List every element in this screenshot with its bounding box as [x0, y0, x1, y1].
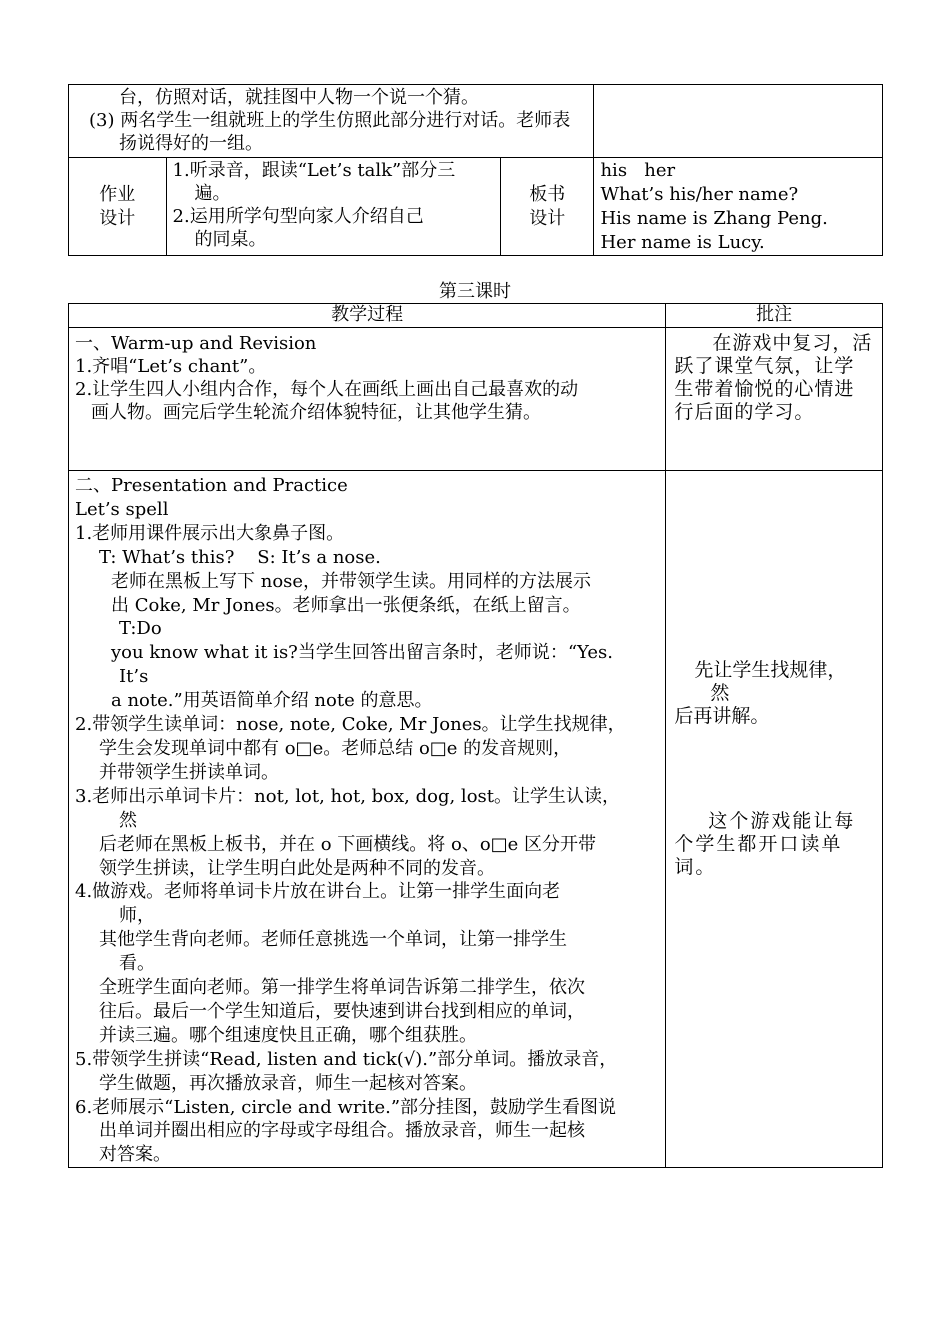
step-line: 3.老师出示单词卡片：not, lot, hot, box, dog, lost。让学生认读， [75, 785, 620, 807]
activity-line: 台，仿照对话，就挂图中人物一个说一个猜。 [119, 87, 479, 108]
step-line: 4.做游戏。老师将单词卡片放在讲台上。让第一排学生面向老 [75, 881, 561, 903]
board-label-cell [501, 158, 594, 256]
step-line: 并读三遍。哪个组速度快且正确，哪个组获胜。 [99, 1024, 477, 1046]
step-line: 学生会发现单词中都有 o□e。老师总结 o□e 的发音规则， [99, 737, 572, 759]
warmup-cell [69, 328, 666, 471]
board-line: What’s his/her name? [600, 184, 799, 205]
homework-item: 遍。 [194, 183, 231, 204]
warmup-heading: 一、Warm-up and Revision [75, 333, 317, 354]
step-line: 然 [119, 809, 137, 831]
rule-note-line: 然 [710, 682, 730, 704]
step-line: you know what it is?当学生回答出留言条时，老师说：“Yes. [111, 642, 613, 664]
dialogue-line: T: What’s this? S: It’s a nose. [99, 546, 381, 568]
header-notes: 批注 [666, 304, 883, 328]
presentation-row [69, 471, 883, 1168]
board-design-cell [594, 158, 883, 256]
lesson-title: 第三课时 [439, 281, 511, 302]
presentation-cell [69, 471, 666, 1168]
board-label: 设计 [529, 207, 566, 229]
warmup-note: 在游戏中复习，活跃了课堂气氛，让学生带着愉悦的心情进行后面的学习。 [666, 328, 883, 471]
board-line: His name is Zhang Peng. [600, 208, 828, 229]
step-line: 并带领学生拼读单词。 [99, 761, 279, 783]
presentation-notes-cell [666, 471, 883, 1168]
board-line: Her name is Lucy. [600, 232, 765, 253]
rule-note-line: 后再讲解。 [674, 705, 770, 727]
homework-label: 设计 [99, 207, 136, 229]
step-line: T:Do [119, 618, 162, 640]
step-line: It’s [119, 666, 149, 688]
step-line: 师， [119, 905, 155, 927]
step-line: 其他学生背向老师。老师任意挑选一个单词，让第一排学生 [99, 929, 567, 951]
header-process: 教学过程 [69, 304, 666, 328]
step-line: 全班学生面向老师。第一排学生将单词告诉第二排学生，依次 [99, 977, 585, 999]
step-line: 5.带领学生拼读“Read, listen and tick(√).”部分单词。播放录音， [75, 1048, 618, 1070]
step-line: 往后。最后一个学生知道后，要快速到讲台找到相应的单词， [99, 1000, 585, 1022]
table-header-row [69, 304, 883, 328]
homework-label-cell [69, 158, 167, 256]
step-line: 出单词并圈出相应的字母或字母组合。播放录音，师生一起核 [99, 1120, 585, 1142]
step-line: 看。 [119, 953, 155, 975]
homework-row [69, 158, 883, 256]
step-line: 对答案。 [99, 1144, 171, 1166]
activity-line: (3) 两名学生一组就班上的学生仿照此部分进行对话。老师表 [89, 110, 571, 131]
step-line: 2.带领学生读单词：nose, note, Coke, Mr Jones。让学生找规律， [75, 714, 626, 736]
presentation-heading: 二、Presentation and Practice [75, 475, 348, 496]
activity-row [69, 85, 883, 158]
warmup-row [69, 328, 883, 471]
step-line: 学生做题，再次播放录音，师生一起核对答案。 [99, 1072, 477, 1094]
board-label: 板书 [529, 183, 566, 205]
warmup-line: 画人物。画完后学生轮流介绍体貌特征，让其他学生猜。 [91, 402, 541, 423]
step-line: 老师在黑板上写下 nose，并带领学生读。用同样的方法展示 [111, 570, 592, 592]
homework-items-cell [166, 158, 501, 256]
step-line: 1.老师用课件展示出大象鼻子图。 [75, 522, 345, 544]
homework-board-table [68, 84, 883, 256]
warmup-line: 1.齐唱“Let’s chant”。 [75, 356, 267, 377]
board-line: his her [600, 160, 676, 181]
warmup-line: 2.让学生四人小组内合作，每个人在画纸上画出自己最喜欢的动 [75, 379, 579, 400]
homework-item: 1.听录音，跟读“Let’s talk”部分三 [172, 160, 456, 181]
activity-cell [69, 85, 594, 158]
activity-note-cell [594, 85, 883, 158]
rule-note-line: 先让学生找规律， [694, 659, 847, 681]
homework-label: 作业 [99, 183, 136, 205]
step-line: 领学生拼读，让学生明白此处是两种不同的发音。 [99, 857, 495, 879]
lesson-table [68, 303, 883, 1168]
homework-item: 的同桌。 [194, 229, 267, 250]
homework-item: 2.运用所学句型向家人介绍自己 [172, 206, 424, 227]
presentation-subheading: Let’s spell [75, 498, 169, 520]
step-line: 出 Coke, Mr Jones。老师拿出一张便条纸，在纸上留言。 [111, 594, 581, 616]
step-line: 6.老师展示“Listen, circle and write.”部分挂图，鼓励学生看图说 [75, 1096, 617, 1118]
step-line: a note.”用英语简单介绍 note 的意思。 [111, 690, 433, 712]
activity-line: 扬说得好的一组。 [119, 133, 263, 154]
step-line: 后老师在黑板上板书，并在 o 下画横线。将 o、o□e 区分开带 [99, 833, 597, 855]
game-note: 这个游戏能让每个学生都开口读单词。 [674, 810, 856, 878]
